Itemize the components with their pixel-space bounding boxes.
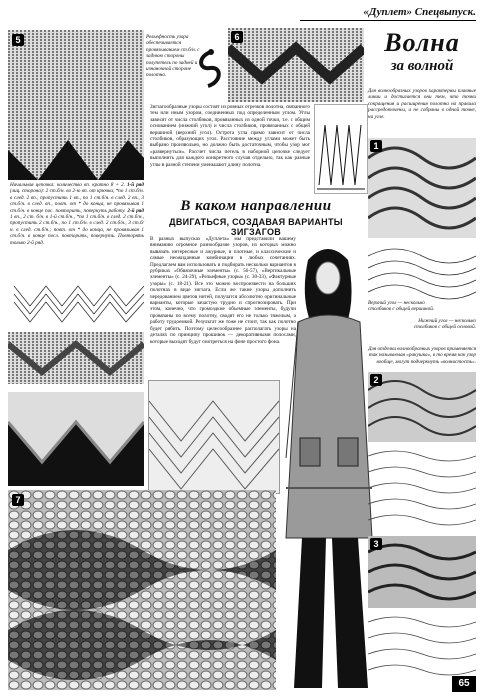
row2-label: 2-й ряд (127, 207, 145, 214)
left-instructions (10, 182, 144, 274)
row1-text: (лиц. сторона): 2 ст.б/н. во 2-ю вп. от крючка, *по 1 ст.б/н. в след. 2 вп., пропустить 1 вп., по 1 ст.б/н. в след. 2 вп., 3 ст.б/н. в след. вп., повт. от * до конца, не провязывая 1 ст.б/н. в конце пос. повторить, повернуть работу. (10, 188, 144, 214)
panel-number-5: 5 (12, 34, 24, 46)
wave-chart-right (368, 242, 476, 300)
right-note-upper (368, 300, 438, 318)
intro-paragraph: Зигзагообразные узоры состоят из ровных отрезков полотна, связанного тем или иным узором, соединенных под определенным углом. Углы зависят от числа столбиков, провязанных из одной точки, т.е. с общим основанием (нижний угол) и числа столбиков, провязанных с общей вершиной (верхний угол). Острота угла прямо зависит от числа столбиков, образующих угол. Расстояние между углами может быть выбрано произвольно, но должно быть достаточным, чтобы узор мог «развернуться». Рассчет числа петель в наборной цепочке следует выполнить для каждого конкретного случая отдельно, так как разные углы в разной степени уменьшают длину полотна. (150, 104, 310, 168)
scroll-ornament-icon (196, 48, 226, 90)
row2-text: 1 вп., 2 ст. б/н. в 1-й ст.б/н., *по 1 ст.б/н. в след. 2 ст.б/н., пропустить 2 ст.б/н., по 1 ст.б/н. в след. 2 ст.б/н., 3 ст.б/н. в след. ст.б/н.; повт. от * до конца, не провязывая 1 ст.б/н. в конце посл. повторить, повернуть. Повторять только 2-й ряд. (10, 214, 144, 246)
page-number-text: 65 (458, 678, 470, 689)
cast-on-text: Начальная цепочка: количество вп. кратно 8 + 2. (10, 182, 125, 188)
panel-number-2: 2 (370, 374, 382, 386)
right-note-lower (412, 318, 476, 344)
swatch-2 (368, 372, 476, 442)
swatch-6-texture (228, 28, 364, 102)
panel-number-1: 1 (370, 140, 382, 152)
body-text (150, 236, 296, 376)
right-title (368, 28, 476, 88)
right-note-shell (368, 346, 476, 372)
swatch-3 (368, 536, 476, 608)
swatch-5 (8, 30, 144, 180)
row1-label: 1-й ряд (126, 182, 144, 188)
swatch-lacy-center (148, 380, 280, 494)
headline (148, 198, 364, 237)
panel-number-6: 6 (231, 31, 243, 43)
upper-angle-note: Верхний угол — несколько столбиков с общей вершиной. (368, 300, 435, 313)
relief-note-text: Рельефность узора обеспечивается провязыванием ст.б/н. с заднюю стороны полупетель по задней и изнаночной стороне полотна. (146, 34, 200, 79)
wave-chart-right-3 (368, 612, 476, 684)
model-photo (276, 238, 380, 694)
swatch-1 (368, 138, 476, 238)
magazine-title: «Дуплет» Спецвыпуск. (363, 6, 476, 18)
wave-chart-right-2 (368, 446, 476, 534)
body-paragraph: В разных выпусках «Дуплета» мы представили вашему вниманию огромное разнообразие узоров, из которых можно вывязать интересные и ажурные, и плотные, и классические и самые неожиданные комбинации в любых сочетаниях. Предлагаем вам использовать и подбирать несколько вариантов в рубриках «Обвязочные элементы» (с. 56-57), «Вертикальные элементы» (с. 24-29), «Рельефные узоры» (с. 30-33), «Фактурные узоры» (с. 18-21). Все это можно воспроизвести на больших полотнах в виде зигзага. Если же такие узоры дополнить чередованием цветов нитей, получатся абсолютно оригинальные варианты, которые зачастую трудно и спрогнозировать. При этом, конечно, что громоздкие объемные элементы, будучи провязаны по всему полотну, сводят его не только тяжелым, а работу трудоемкой. Результат же тоже не стоит, так как полотно будет рябить. Поэтому целесообразнее располагать узоры на деталях по принципу прошивок — декоративными полосами, которые выходят будут смотреться на фоне простого фона. (150, 236, 296, 345)
panel-number-3: 3 (370, 538, 382, 550)
headline-line1: В каком направлении (180, 198, 332, 214)
panel-number-7: 7 (12, 494, 24, 506)
right-intro-text: Для волнообразных узоров характерны плавные линии и достигается они тем, что точки сокращения и расширения полотна на правила рассредоточены, а не собраны в одной точке, на угле. (368, 88, 476, 120)
page-number (452, 676, 476, 692)
headline-line2: ДВИГАТЬСЯ, СОЗДАВАЯ ВАРИАНТЫ ЗИГЗАГОВ (169, 217, 343, 237)
right-title-line2: за волной (390, 58, 454, 74)
page-header (300, 6, 476, 21)
swatch-6 (228, 28, 364, 102)
swatch-dark-zigzag (8, 392, 144, 486)
zigzag-chart-left (14, 276, 144, 326)
intro-text (150, 104, 310, 196)
right-intro (368, 88, 476, 138)
swatch-5-texture (8, 30, 144, 180)
shell-note: Для отделки волнообразных узоров применяется так называемая «ракушка», в то время как узор вообще, могут подчеркнуть «волнистость». (368, 346, 476, 365)
right-title-line1: Волна (384, 28, 460, 57)
lower-angle-note: Нижний угол — несколько столбиков с общей основой. (413, 318, 476, 331)
chain-diagram-icon (314, 104, 368, 194)
swatch-left-middle (8, 332, 144, 384)
swatch-7 (8, 490, 276, 690)
